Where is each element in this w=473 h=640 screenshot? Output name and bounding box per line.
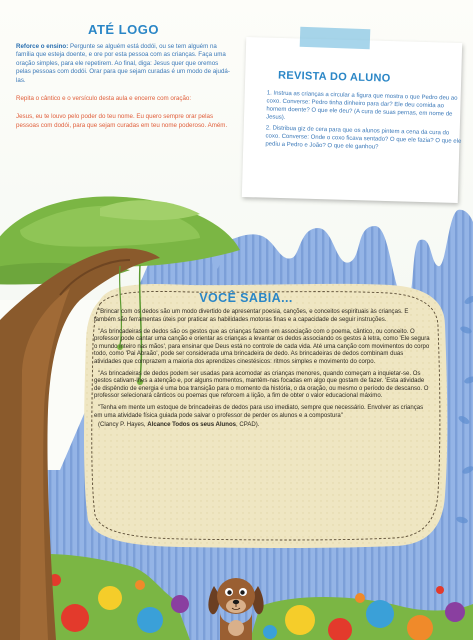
revista-item: 2. Distribua giz de cera para que os alunos pintem a cena da cura do coxo. Converse: Onde o coxo ficava sentado? O que ele fazia? O que ele pediu a Pedro e João? O que ele ganhou? [265, 125, 462, 151]
tape-decoration [300, 27, 371, 49]
puppy-illustration [206, 566, 266, 640]
section-title-ate-logo: ATÉ LOGO [88, 22, 159, 37]
left-column [16, 22, 231, 130]
intro-label: Reforce o ensino: [16, 43, 69, 50]
citation-work: Alcance Todos os seus Alunos [147, 421, 237, 428]
revista-title: REVISTA DO ALUNO [277, 69, 391, 85]
revista-item: 1. Instrua as crianças a circular a figura que mostra o que Pedro deu ao coxo. Converse: Pedro tinha dinheiro para dar? Ele deu comida ao homem doente? O que ele deu? (A cura de suas pernas, em nome de Jesus). [266, 90, 458, 121]
citation-author: (Clancy P. Hayes, [98, 421, 148, 428]
revista-list [257, 89, 463, 157]
bubble-paragraph: "Brincar com os dedos são um modo divertido de apresentar poesia, canções, e conceitos espirituais às crianças. E também são ferramentas úteis por praticar as habilidades motoras finas e a capacidade de seguir instruções. [94, 309, 409, 323]
voce-sabia-body [94, 309, 430, 434]
repeat-instruction: Repita o cântico e o versículo desta aula e encerre com oração: [16, 95, 192, 103]
voce-sabia-title: VOCÊ SABIA... [199, 291, 293, 305]
prayer-text: Jesus, eu te louvo pelo poder do teu nome. Eu quero sempre orar pelas pessoas com dodói, para que sejam curadas em teu nome poderoso. Amém. [16, 113, 228, 129]
intro-text: Pergunte se alguém está dodói, ou se tem alguém na família que esteja doente, e ore por esta pessoa com as crianças. Faça uma oração simples, para ele repetirem. Ao final, diga: Jesus quer que oremos pelas pessoas com dodói. Orar para que sejam curadas é um modo de ajudá-las. [16, 43, 230, 84]
bubble-paragraph: "As brincadeiras de dedos podem ser usadas para acomodar as crianças menores, quando começam a inquietar-se. Os gestos cativam-lhes a atenção e, por alguns momentos, mantêm-nas focadas em algo que gostam de fazer. 'Esta atividade de dispêndio de energia é uma boa transição para o momento da história, o da oração, ou mesmo o período de descanso. O professor selecionará cânticos ou poemas que reforcem a lição, a fim de obter o valor educacional máximo. [94, 370, 429, 399]
bubble-paragraph: "As brincadeiras de dedos são os gestos que as crianças fazem em associação com o poema, cântico, ou conceito. O professor pode cantar uma canção e orientar as crianças a levantar os dedos associando os gestos à letra, como 'Ele segura o mundo inteiro nas mãos', para ensinar que Deus está no controle de cada vida. Até uma canção com movimentos do corpo todo, como 'Pai Abraão', pode ser considerada uma brincadeira de dedo. As brincadeiras de dedos combinam duas atividades que comprazem a maioria dos aprendizes cinestésicos: ritmos simples e movimento do corpo. [94, 328, 430, 365]
bubble-paragraph: "Tenha em mente um estoque de brincadeiras de dedos para uso imediato, sempre que necessário. Envolver as crianças em uma atividade física guiada pode salvar o professor de perder os alunos e a compostura" [94, 405, 424, 419]
citation [94, 422, 430, 430]
intro-paragraph [16, 43, 231, 85]
citation-publisher: , CPAD). [236, 421, 260, 428]
